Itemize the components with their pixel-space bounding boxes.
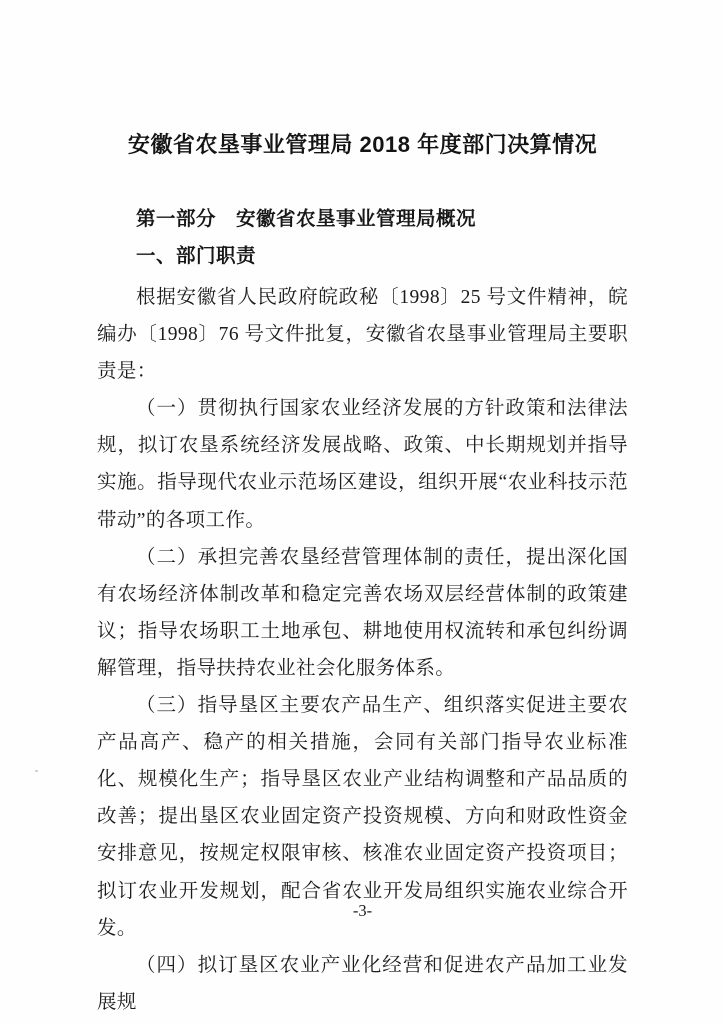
paragraph-duty-1: （一）贯彻执行国家农业经济发展的方针政策和法律法规，拟订农垦系统经济发展战略、政策、中长期规划并指导实施。指导现代农业示范场区建设，组织开展“农业科技示范带动”的各项工作。 [97, 398, 628, 531]
subsection-heading-duties: 一、部门职责 [136, 245, 257, 267]
scan-speck-artifact [35, 770, 38, 772]
paragraph-intro: 根据安徽省人民政府皖政秘〔1998〕25 号文件精神，皖编办〔1998〕76 号文件批复，安徽省农垦事业管理局主要职责是： [97, 287, 628, 383]
paragraph-duty-3: （三）指导垦区主要农产品生产、组织落实促进主要农产品高产、稳产的相关措施，会同有关部门指导农业标准化、规模化生产；指导垦区农业产业结构调整和产品品质的改善；提出垦区农业固定资产投资规模、方向和财政性资金安排意见，按规定权限审核、核准农业固定资产投资项目；拟订农业开发规划，配合省农业开发局组织实施农业综合开发。 [97, 695, 628, 939]
page-number: -3- [352, 901, 373, 920]
section-heading-part1: 第一部分 安徽省农垦事业管理局概况 [136, 208, 477, 230]
paragraph-duty-4-truncated: （四）拟订垦区农业产业化经营和促进农产品加工业发展规 [97, 954, 628, 1013]
document-title: 安徽省农垦事业管理局 2018 年度部门决算情况 [127, 132, 598, 157]
paragraph-duty-2: （二）承担完善农垦经营管理体制的责任，提出深化国有农场经济体制改革和稳定完善农场双层经营体制的政策建议；指导农场职工土地承包、耕地使用权流转和承包纠纷调解管理，指导扶持农业社会化服务体系。 [97, 546, 628, 679]
document-body [97, 201, 628, 1021]
